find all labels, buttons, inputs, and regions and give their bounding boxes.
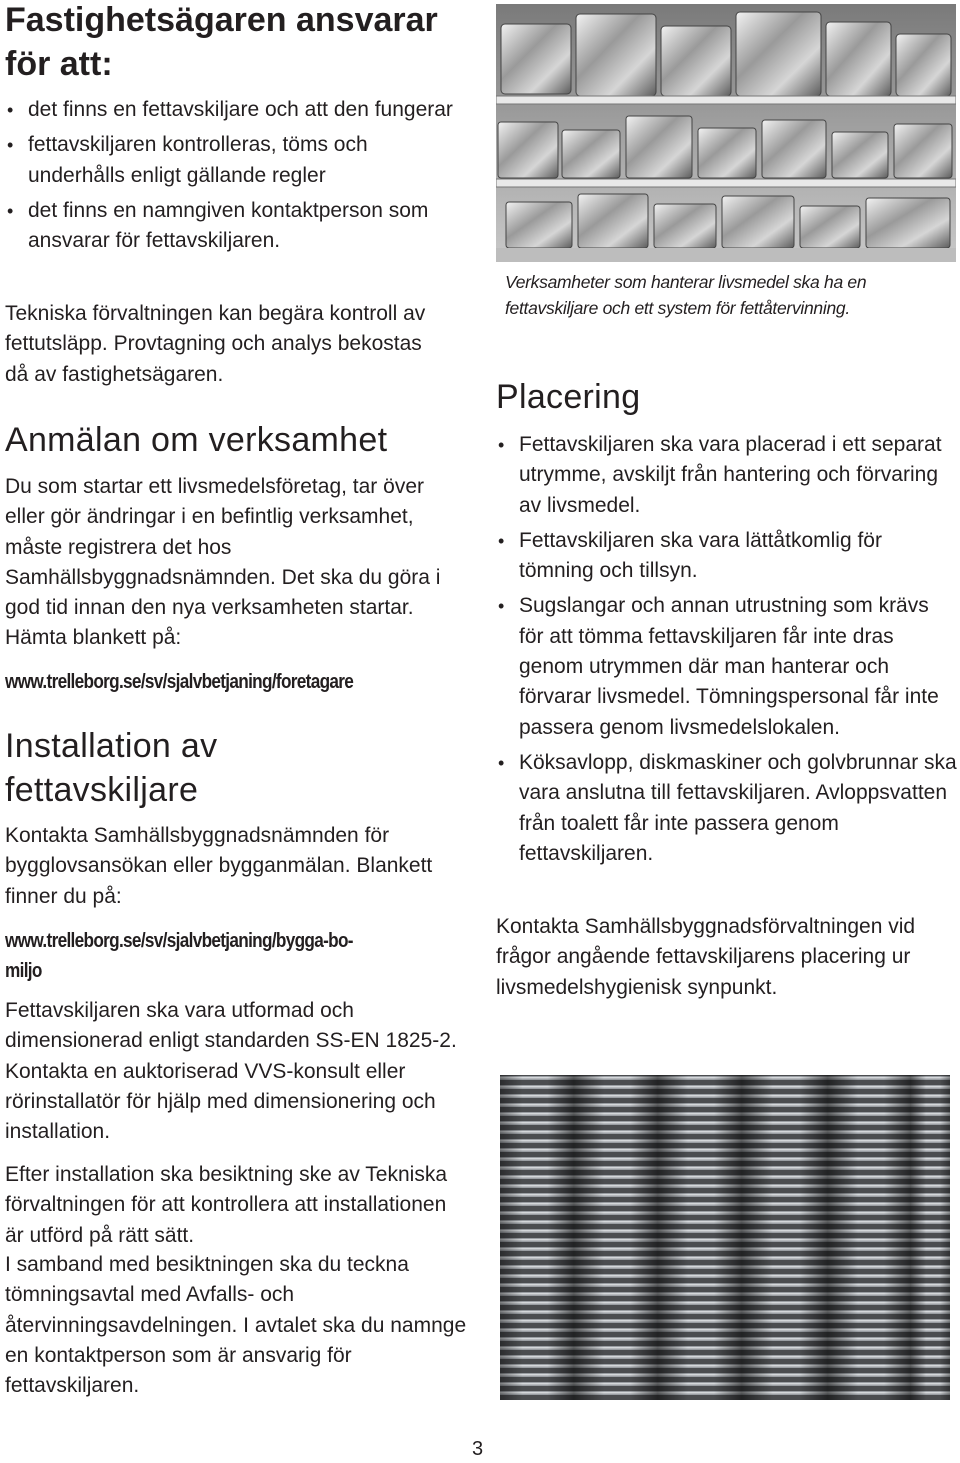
- besiktning-paragraph: Efter installation ska besiktning ske av Tekniska förvaltningen för att kontrollera att installationen är utförd på rätt sätt.: [5, 1163, 448, 1247]
- installation-paragraph: Kontakta Samhällsbyggnadsnämnden för bygglovsansökan eller bygganmälan. Blankett finner du på:: [5, 824, 433, 908]
- kitchen-containers-photo: [496, 4, 956, 262]
- list-item: • Fettavskiljaren ska vara lättåtkomlig för tömning och tillsyn.: [498, 528, 882, 583]
- corrugated-hoses-image: [500, 1075, 950, 1400]
- placering-list: [496, 430, 958, 869]
- heading-placering: Placering: [496, 378, 641, 416]
- bygga-bo-miljo-link-continued[interactable]: miljo: [5, 960, 42, 982]
- tekniska-paragraph: Tekniska förvaltningen kan begära kontroll av fettutsläpp. Provtagning och analys bekostas då av fastighetsägaren.: [5, 302, 426, 386]
- owner-responsibility-list: [5, 95, 470, 256]
- standard-paragraph: Fettavskiljaren ska vara utformad och dimensionerad enligt standarden SS-EN 1825-2. Kontakta en auktoriserad VVS-konsult eller rörinstallatör för hjälp med dimensionering och installation.: [5, 999, 457, 1144]
- list-item: • Sugslangar och annan utrustning som krävs för att tömma fettavskiljaren får inte dras genom utrymmen där man hanterar och förvarar livsmedel. Tömningspersonal får inte passera genom livsmedelslokalen.: [498, 594, 939, 739]
- bygga-bo-miljo-link[interactable]: www.trelleborg.se/sv/sjalvbetjaning/bygga-bo-: [5, 930, 353, 952]
- stainless-containers-image: [496, 4, 956, 262]
- kontakta-paragraph: Kontakta Samhällsbyggnadsförvaltningen vid frågor angående fettavskiljarens placering ur livsmedelshygienisk synpunkt.: [496, 915, 916, 999]
- list-item: • fettavskiljaren kontrolleras, töms och underhålls enligt gällande regler: [7, 133, 368, 187]
- list-item: • det finns en fettavskiljare och att den fungerar: [7, 98, 453, 121]
- photo-caption: Verksamheter som hanterar livsmedel ska ha en fettavskiljare och ett system för fettåtervinning.: [505, 272, 867, 318]
- heading-fastighetsagaren: Fastighetsägaren ansvarar för att:: [5, 1, 438, 83]
- list-item: • det finns en namngiven kontaktperson som ansvarar för fettavskiljaren.: [7, 198, 429, 253]
- heading-anmalan: Anmälan om verksamhet: [5, 421, 388, 459]
- anmalan-paragraph: Du som startar ett livsmedelsföretag, tar över eller gör ändringar i en befintlig verksamhet, måste registrera det hos Samhällsbyggnadsnämnden. Det ska du göra i god tid innan den nya verksamheten startar. Hämta blankett på:: [5, 475, 441, 650]
- page-number: 3: [472, 1438, 484, 1460]
- tomningsavtal-paragraph: I samband med besiktningen ska du teckna tömningsavtal med Avfalls- och återvinningsavdelningen. I avtalet ska du namnge en kontaktperson som är ansvarig för fettavskiljaren.: [5, 1253, 467, 1398]
- list-item: • Köksavlopp, diskmaskiner och golvbrunnar ska vara anslutna till fettavskiljaren. Avloppsvatten från toalett får inte passera genom fettavskiljaren.: [498, 750, 957, 865]
- list-item: • Fettavskiljaren ska vara placerad i ett separat utrymme, avskiljt från hantering och förvaring av livsmedel.: [498, 433, 942, 517]
- foretagare-link[interactable]: www.trelleborg.se/sv/sjalvbetjaning/foretagare: [5, 671, 354, 693]
- heading-installation: Installation av fettavskiljare: [5, 727, 218, 809]
- hoses-photo: [500, 1075, 950, 1400]
